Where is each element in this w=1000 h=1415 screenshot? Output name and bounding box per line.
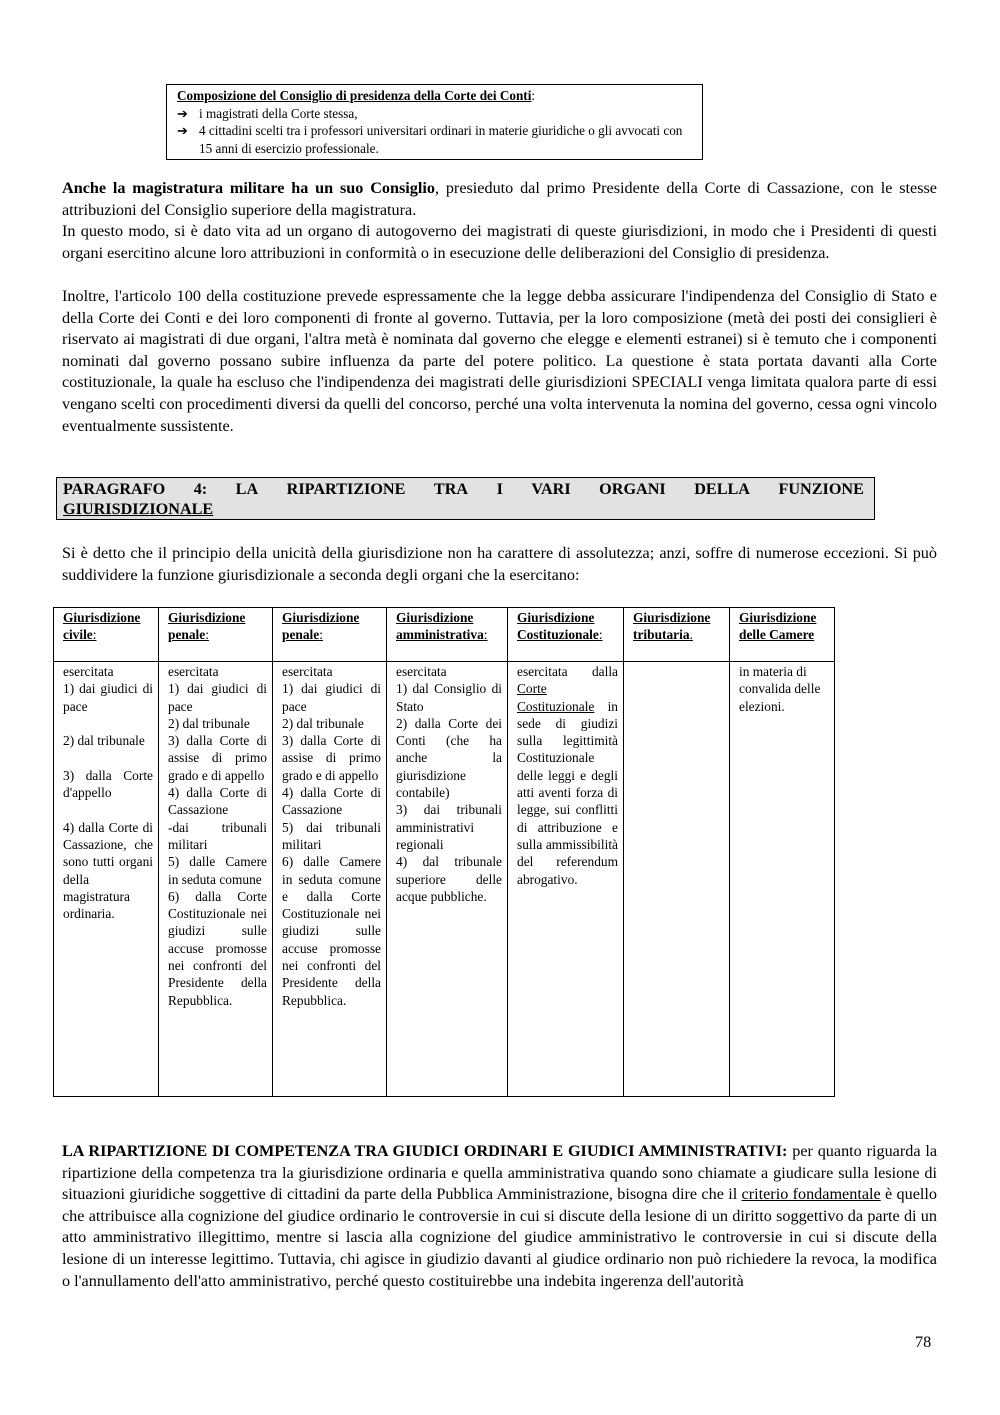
header-civil <box>54 608 159 662</box>
header-suffix: : <box>483 627 488 643</box>
underlined-text: criterio fondamentale <box>741 1185 881 1204</box>
heading-word: LA <box>235 480 259 498</box>
header-label: Giurisdizione tributaria <box>633 610 711 643</box>
paragraph-text: è quello che attribuisce alla cognizione del giudice ordinario le controversie in cui si discute della lesione di un diritto soggettivo da parte di un atto amministrativo illegittimo, mentre si lascia alla cognizione del giudice amministrativo le controversie in cui si discute della lesione di un interesse legittimo. Tuttavia, chi agisce in giudizio davanti al giudice ordinario non può richiedere la revoca, la modifica o l'annullamento dell'atto amministrativo, perché questo costituirebbe una indebita ingerenza dell'autorità <box>62 1185 937 1290</box>
table-row <box>54 662 835 1097</box>
paragraph-article-100: Inoltre, l'articolo 100 della costituzione prevede espressamente che la legge debba assicurare l'indipendenza del Consiglio di Stato e della Corte dei Conti e dei loro componenti di fronte al governo. Tuttavia, per la loro composizione (metà dei posti dei consiglieri è riservato ai magistrati di due organi, l'altra metà è nominata dal governo che elegge e elementi estranei) si è temuto che i componenti nominati dal governo possano subire influenza da parte del potere politico. La questione è stata portata davanti alla Corte costituzionale, la quale ha escluso che l'indipendenza dei magistrati delle giurisdizioni SPECIALI venga limitata qualora parte di essi vengano scelti con procedimenti diversi da quelli del concorso, perché una volta intervenuta la nomina del governo, cessa ogni vincolo eventualmente sussistente. <box>62 287 937 435</box>
heading-word: 4: <box>193 480 208 498</box>
cell-text: esercitata 1) dai giudici di pace 2) dal tribunale 3) dalla Corte d'appello 4) dalla Corte di Cassazione, che sono tutti organi della magistratura ordinaria. <box>63 664 153 922</box>
header-label: Giurisdizione penale <box>282 610 360 643</box>
header-suffix: : <box>92 627 97 643</box>
cell-tax <box>624 662 730 1097</box>
heading-word: PARAGRAFO <box>63 480 166 498</box>
paragraph-competence <box>62 1141 937 1292</box>
paragraph-unicity: Si è detto che il principio della unicità della giurisdizione non ha carattere di assolutezza; anzi, soffre di numerose eccezioni. Si può suddividere la funzione giurisdizionale a seconda degli organi che la esercitano: <box>62 544 937 584</box>
heading-word: VARI <box>531 480 571 498</box>
header-suffix: : <box>598 627 603 643</box>
cell-text: in materia di convalida delle elezioni. <box>739 664 821 714</box>
heading-line-2: GIURISDIZIONALE <box>63 500 214 518</box>
cell-administrative <box>387 662 508 1097</box>
header-penal-2 <box>273 608 387 662</box>
header-chambers <box>730 608 835 662</box>
heading-line-1 <box>63 479 864 499</box>
heading-word: RIPARTIZIONE <box>286 480 406 498</box>
header-label: Giurisdizione penale <box>168 610 246 643</box>
arrow-icon: ➔ <box>177 123 189 138</box>
paragraph-text: , presieduto dal primo Presidente della Corte di Cassazione, con le stesse attribuzioni del Consiglio superiore della magistratura. <box>62 179 937 219</box>
header-label: Giurisdizione amministrativa <box>396 610 484 643</box>
box-title-suffix: : <box>531 88 536 103</box>
header-administrative <box>387 608 508 662</box>
section-heading <box>56 477 875 520</box>
header-suffix: . <box>689 627 693 643</box>
box-item <box>177 105 692 123</box>
paragraph-military-council <box>62 178 937 221</box>
cell-chambers <box>730 662 835 1097</box>
header-label: Giurisdizione civile <box>63 610 141 643</box>
header-suffix: : <box>319 627 323 643</box>
header-label: Giurisdizione Costituzionale <box>517 610 599 643</box>
cell-civil <box>54 662 159 1097</box>
cell-constitutional <box>508 662 624 1097</box>
cell-text: in sede di giudizi sulla legittimità Costituzionale delle leggi e degli atti aventi forza di legge, sui conflitti di attribuzione e sulla ammissibilità del referendum abrogativo. <box>517 698 618 887</box>
cell-text: esercitata 1) dai giudici di pace 2) dal tribunale 3) dalla Corte di assise di primo grado e di appello 4) dalla Corte di Cassazione 5) dai tribunali militari 6) dalle Camere in seduta comune e dalla Corte Costituzionale nei giudizi sulle accuse promosse nei confronti del Presidente della Repubblica. <box>282 664 381 1008</box>
cell-penal-2 <box>273 662 387 1097</box>
heading-word: DELLA <box>694 480 750 498</box>
heading-word: TRA <box>433 480 469 498</box>
header-penal <box>159 608 273 662</box>
cell-text: esercitata 1) dal Consiglio di Stato 2) dalla Corte dei Conti (che ha anche la giurisdizione contabile) 3) dai tribunali amministrativi regionali 4) dal tribunale superiore delle acque pubbliche. <box>396 664 502 904</box>
box-item <box>177 122 692 157</box>
composition-box <box>166 84 703 160</box>
heading-word: ORGANI <box>599 480 666 498</box>
table-header-row <box>54 608 835 662</box>
heading-word: FUNZIONE <box>778 480 864 498</box>
header-label: Giurisdizione delle Camere <box>739 610 817 643</box>
cell-text: esercitata 1) dai giudici di pace 2) dal tribunale 3) dalla Corte di assise di primo grado e di appello 4) dalla Corte di Cassazione -dai tribunali militari 5) dalle Camere in seduta comune 6) dalla Corte Costituzionale nei giudizi sulle accuse promosse nei confronti del Presidente della Repubblica. <box>168 664 267 1008</box>
arrow-icon: ➔ <box>177 105 189 121</box>
cell-underlined-text: Corte Costituzionale <box>517 681 595 714</box>
cell-text: esercitata dalla <box>517 664 618 679</box>
paragraph-bold-lead: Anche la magistratura militare ha un suo Consiglio <box>62 179 435 197</box>
box-title-line <box>177 87 692 105</box>
header-constitutional <box>508 608 624 662</box>
page-number: 78 <box>915 1333 932 1351</box>
paragraph-self-government: In questo modo, si è dato vita ad un organo di autogoverno dei magistrati di queste giurisdizioni, in modo che i Presidenti di questi organi esercitino alcune loro attribuzioni in conformità o in esecuzione delle deliberazioni del Consiglio di presidenza. <box>62 222 937 262</box>
paragraph-text: per quanto riguarda la ripartizione della competenza tra la giurisdizione ordinaria e quella amministrativa quando sono chiamate a giudicare sulla lesione di situazioni giuridiche soggettive di cittadini da parte della Pubblica Amministrazione, bisogna dire che il <box>62 1142 938 1204</box>
jurisdiction-table <box>53 607 835 1097</box>
heading-word: I <box>496 480 503 498</box>
box-item-text: 4 cittadini scelti tra i professori universitari ordinari in materie giuridiche o gli avvocati con 15 anni di esercizio professionale. <box>199 123 683 156</box>
box-item-text: i magistrati della Corte stessa, <box>199 105 358 121</box>
cell-penal <box>159 662 273 1097</box>
box-title: Composizione del Consiglio di presidenza della Corte dei Conti <box>177 88 532 103</box>
paragraph-bold-lead: LA RIPARTIZIONE DI COMPETENZA TRA GIUDICI ORDINARI E GIUDICI AMMINISTRATIVI: <box>62 1142 788 1160</box>
header-suffix: : <box>205 627 209 643</box>
header-tax <box>624 608 730 662</box>
